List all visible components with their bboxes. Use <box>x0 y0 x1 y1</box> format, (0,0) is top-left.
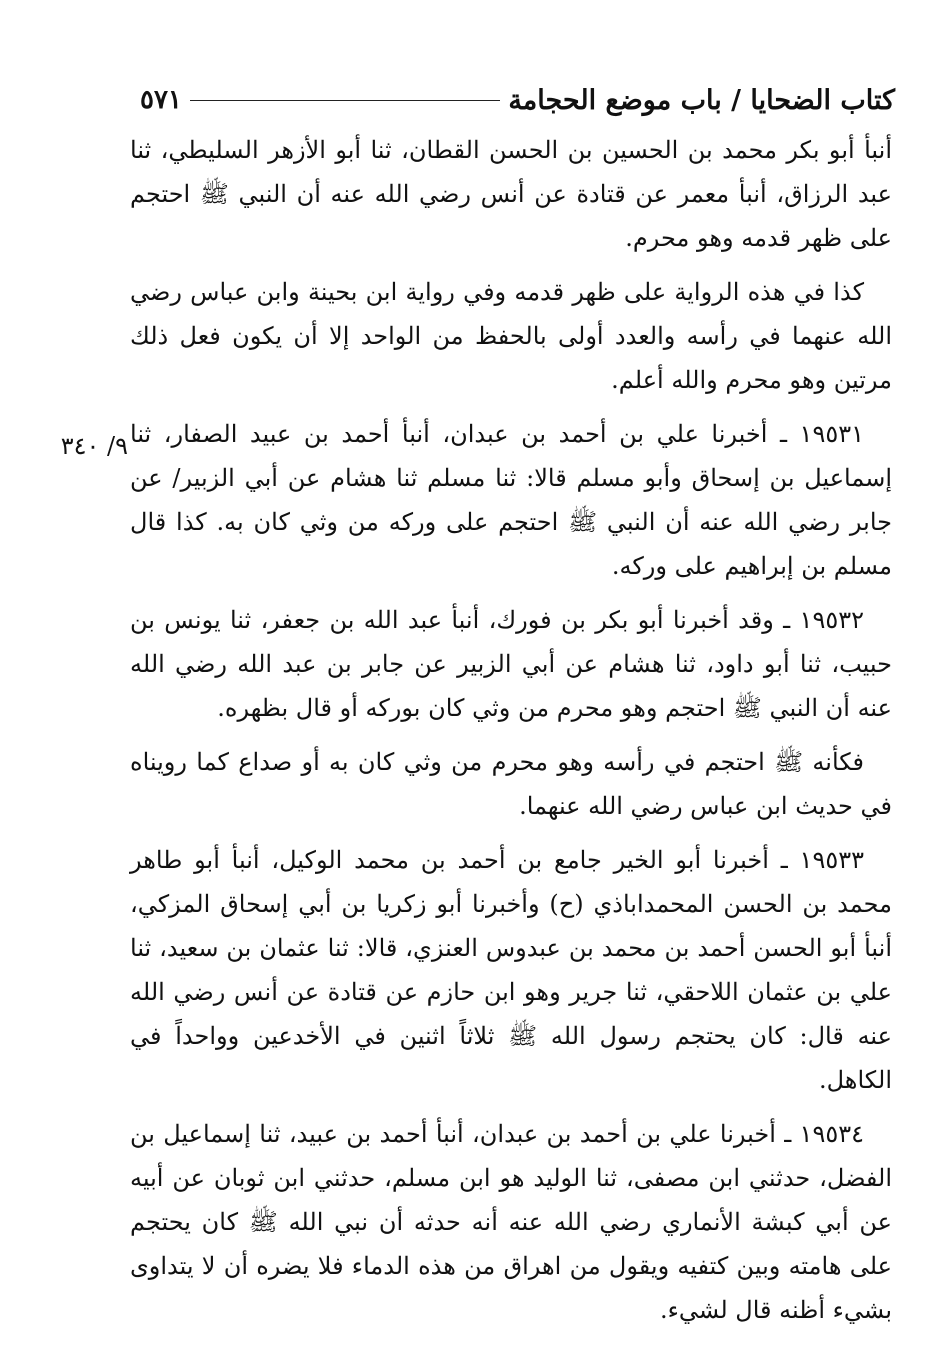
paragraph-commentary-2: فكأنه ﷺ احتجم في رأسه وهو محرم من وثي كان به أو صداع كما رويناه في حديث ابن عباس رضي الله عنهما. <box>130 748 892 820</box>
margin-reference: ٩/ ٣٤٠ <box>60 432 128 460</box>
page-number: ٥٧١ <box>140 85 182 115</box>
body-text <box>130 128 892 1342</box>
paragraph-hadith-19533: ١٩٥٣٣ ـ أخبرنا أبو الخير جامع بن أحمد بن محمد الوكيل، أنبأ أبو طاهر محمد بن الحسن المحمداباذي (ح) وأخبرنا أبو زكريا بن أبي إسحاق المزكي، أنبأ أبو الحسن أحمد بن محمد بن عبدوس العنزي، قالا: ثنا عثمان بن سعيد، ثنا علي بن عثمان اللاحقي، ثنا جرير وهو ابن حازم عن قتادة عن أنس رضي الله عنه قال: كان يحتجم رسول الله ﷺ ثلاثاً اثنين في الأخدعين وواحداً في الكاهل. <box>130 846 892 1094</box>
header-rule <box>190 100 500 101</box>
paragraph-hadith-19534: ١٩٥٣٤ ـ أخبرنا علي بن أحمد بن عبدان، أنبأ أحمد بن عبيد، ثنا إسماعيل بن الفضل، حدثني ابن مصفى، ثنا الوليد هو ابن مسلم، حدثني ابن ثوبان عن أبيه عن أبي كبشة الأنماري رضي الله عنه أنه حدثه أن نبي الله ﷺ كان يحتجم على هامته وبين كتفيه ويقول من اهراق من هذه الدماء فلا يضره أن لا يتداوى بشيء أظنه قال لشيء. <box>130 1120 892 1324</box>
chapter-title: كتاب الضحايا / باب موضع الحجامة <box>508 84 895 116</box>
paragraph-hadith-19531: ١٩٥٣١ ـ أخبرنا علي بن أحمد بن عبدان، أنبأ أحمد بن عبيد الصفار، ثنا إسماعيل بن إسحاق وأبو مسلم قالا: ثنا مسلم ثنا هشام عن أبي الزبير/ عن جابر رضي الله عنه أن النبي ﷺ احتجم على وركه من وثي كان به. كذا قال مسلم بن إبراهيم على وركه. <box>130 420 892 580</box>
page-header <box>140 78 895 122</box>
paragraph-hadith-19532: ١٩٥٣٢ ـ وقد أخبرنا أبو بكر بن فورك، أنبأ عبد الله بن جعفر، ثنا يونس بن حبيب، ثنا أبو داود، ثنا هشام عن أبي الزبير عن جابر بن عبد الله رضي الله عنه أن النبي ﷺ احتجم وهو محرم من وثي كان بوركه أو قال بظهره. <box>130 606 892 722</box>
paragraph-hadith-continuation: أنبأ أبو بكر محمد بن الحسين بن الحسن القطان، ثنا أبو الأزهر السليطي، ثنا عبد الرزاق، أنبأ معمر عن قتادة عن أنس رضي الله عنه أن النبي ﷺ احتجم على ظهر قدمه وهو محرم. <box>130 136 892 252</box>
paragraph-commentary: كذا في هذه الرواية على ظهر قدمه وفي رواية ابن بحينة وابن عباس رضي الله عنهما في رأسه والعدد أولى بالحفظ من الواحد إلا أن يكون فعل ذلك مرتين وهو محرم والله أعلم. <box>130 278 892 394</box>
